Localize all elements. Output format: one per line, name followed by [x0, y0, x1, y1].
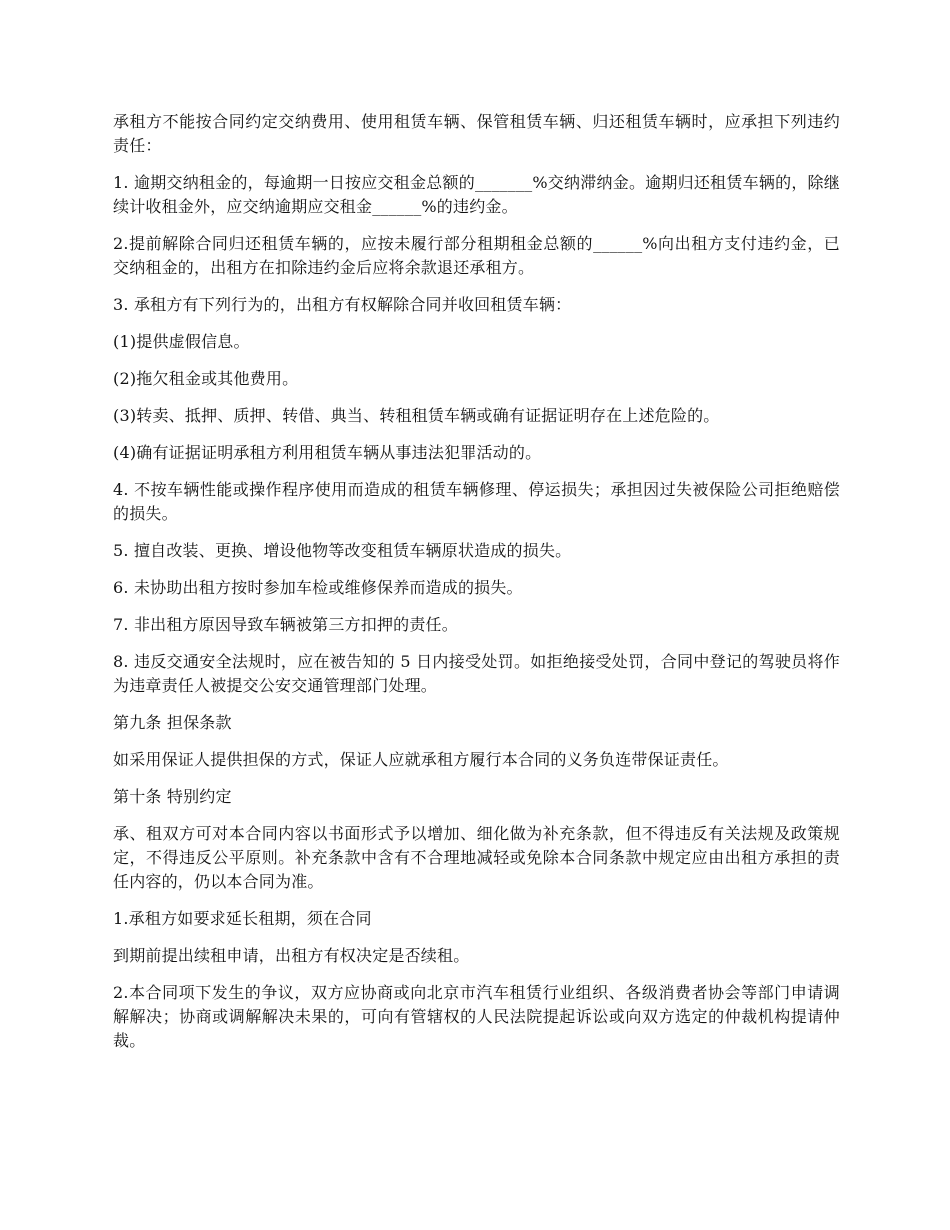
- document-page: [113, 110, 840, 1066]
- paragraph-item-arrears: (2)拖欠租金或其他费用。: [113, 369, 299, 388]
- paragraph-termination-rights: 3. 承租方有下列行为的，出租方有权解除合同并收回租赁车辆：: [113, 295, 572, 314]
- paragraph-item-illegal-use: (4)确有证据证明承租方利用租赁车辆从事违法犯罪活动的。: [113, 443, 542, 462]
- paragraph-guarantee: 如采用保证人提供担保的方式，保证人应就承租方履行本合同的义务负连带保证责任。: [113, 750, 729, 769]
- paragraph-extension-continued: 到期前提出续租申请，出租方有权决定是否续租。: [113, 946, 470, 965]
- paragraph-extension-request: 1.承租方如要求延长租期，须在合同: [113, 909, 372, 928]
- paragraph-liability-intro: 承租方不能按合同约定交纳费用、使用租赁车辆、保管租赁车辆、归还租赁车辆时，应承担下列违约责任：: [113, 112, 840, 155]
- paragraph-inspection: 6. 未协助出租方按时参加车检或维修保养而造成的损失。: [113, 578, 523, 597]
- paragraph-item-false-info: (1)提供虚假信息。: [113, 332, 250, 351]
- paragraph-item-resale: (3)转卖、抵押、质押、转借、典当、转租租赁车辆或确有证据证明存在上述危险的。: [113, 406, 720, 425]
- paragraph-improper-operation: 4. 不按车辆性能或操作程序使用而造成的租赁车辆修理、停运损失；承担因过失被保险公司拒绝赔偿的损失。: [113, 480, 840, 523]
- paragraph-supplementary-terms: 承、租双方可对本合同内容以书面形式予以增加、细化做为补充条款，但不得违反有关法规及政策规定，不得违反公平原则。补充条款中含有不合理地减轻或免除本合同条款中规定应由出租方承担的责任内容的，仍以本合同为准。: [113, 824, 840, 891]
- paragraph-late-payment: 1. 逾期交纳租金的，每逾期一日按应交租金总额的_______%交纳滞纳金。逾期归还租赁车辆的，除继续计收租金外，应交纳逾期应交租金______%的违约金。: [113, 173, 840, 216]
- paragraph-seizure: 7. 非出租方原因导致车辆被第三方扣押的责任。: [113, 615, 458, 634]
- paragraph-modification: 5. 擅自改装、更换、增设他物等改变租赁车辆原状造成的损失。: [113, 541, 572, 560]
- heading-article-10: 第十条 特别约定: [113, 787, 232, 806]
- paragraph-traffic-violation: 8. 违反交通安全法规时，应在被告知的 5 日内接受处罚。如拒绝接受处罚，合同中登记的驾驶员将作为违章责任人被提交公安交通管理部门处理。: [113, 652, 840, 695]
- heading-article-9: 第九条 担保条款: [113, 713, 232, 732]
- paragraph-dispute-resolution: 2.本合同项下发生的争议，双方应协商或向北京市汽车租赁行业组织、各级消费者协会等部门申请调解解决；协商或调解解决未果的，可向有管辖权的人民法院提起诉讼或向双方选定的仲裁机构提请仲裁。: [113, 983, 840, 1050]
- paragraph-early-termination: 2.提前解除合同归还租赁车辆的，应按未履行部分租期租金总额的______%向出租方支付违约金，已交纳租金的，出租方在扣除违约金后应将余款退还承租方。: [113, 234, 840, 277]
